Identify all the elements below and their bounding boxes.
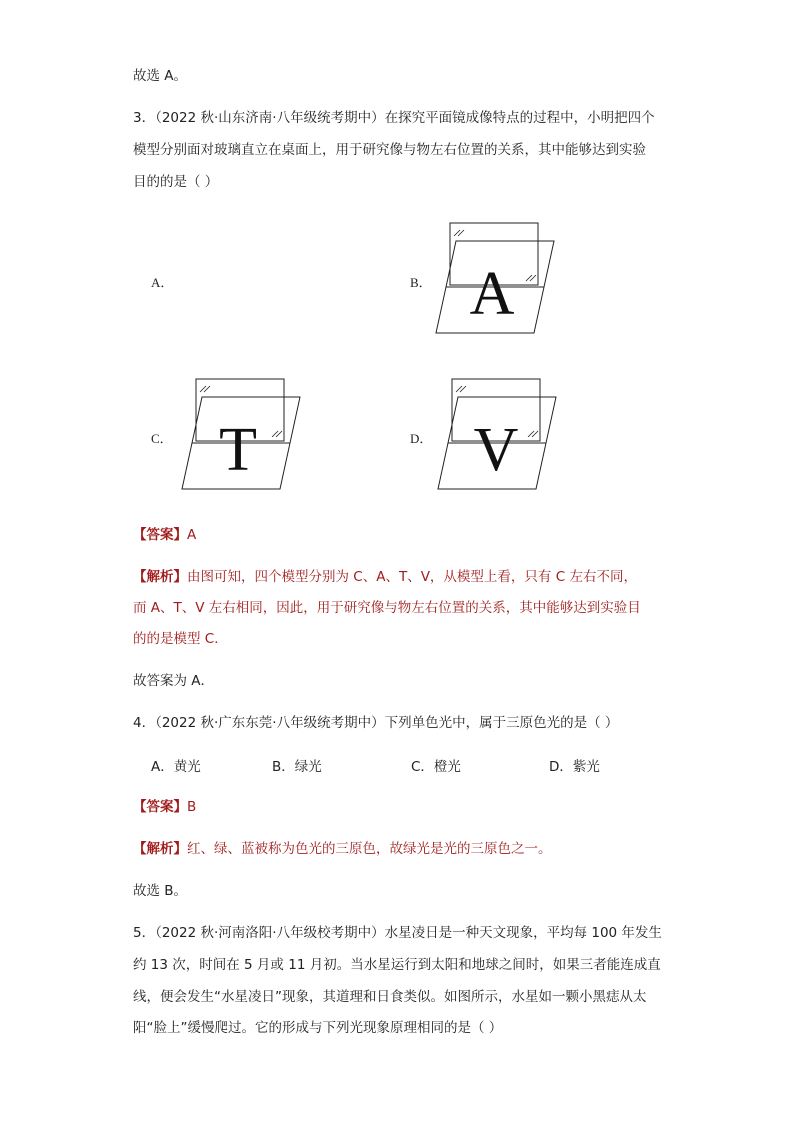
q5-stem-line-4: 阳“脸上”缓慢爬过。它的形成与下列光现象原理相同的是（ ）: [133, 1020, 503, 1036]
answer-tag: 【答案】: [133, 527, 187, 543]
q5-stem-line-3: 线，便会发生“水星凌日”现象，其道理和日食类似。如图所示，水星如一颗小黑痣从太: [133, 989, 647, 1005]
q3-option-b-label: B．: [410, 275, 432, 290]
q5-stem-line-2: 约 13 次，时间在 5 月或 11 月初。当水星运行到太阳和地球之间时，如果三者能连成直: [133, 957, 661, 973]
q4-analysis: [133, 839, 552, 859]
analysis-text: 由图可知，四个模型分别为 C、A、T、V，从模型上看，只有 C 左右不同，: [187, 569, 637, 585]
q3-answer: [133, 525, 196, 545]
q4-answer: [133, 797, 196, 817]
q4-stem: 4．（2022 秋·广东东莞·八年级统考期中）下列单色光中，属于三原色光的是（ ）: [133, 715, 619, 731]
q2-conclusion: 故选 A。: [133, 68, 188, 84]
q3-option-a-label: A．: [151, 275, 174, 290]
q3-option-c-label: C．: [151, 431, 173, 446]
q3-option-d-label: D．: [410, 431, 433, 446]
q4-option-c: C．橙光: [411, 759, 461, 775]
q3-conclusion: 故答案为 A．: [133, 673, 215, 689]
analysis-tag: 【解析】: [133, 841, 187, 857]
answer-value: B: [187, 799, 197, 815]
q3-option-c-figure: [176, 376, 306, 496]
q3-stem-line-3: 目的的是（ ）: [133, 174, 219, 190]
q4-conclusion: 故选 B。: [133, 883, 188, 899]
analysis-tag: 【解析】: [133, 569, 187, 585]
q3-stem-line-2: 模型分别面对玻璃直立在桌面上，用于研究像与物左右位置的关系，其中能够达到实验: [133, 142, 646, 158]
analysis-text: 红、绿、蓝被称为色光的三原色，故绿光是光的三原色之一。: [187, 841, 552, 857]
q4-option-a: A．黄光: [151, 759, 201, 775]
answer-value: A: [187, 527, 197, 543]
q3-option-d-figure: [432, 376, 562, 496]
q3-option-b-figure: [430, 220, 560, 340]
model-letter-v: V: [473, 416, 519, 484]
answer-tag: 【答案】: [133, 799, 187, 815]
model-letter-a: A: [469, 260, 515, 328]
q3-analysis-line-3: 的的是模型 C．: [133, 631, 228, 647]
q3-stem-line-1: 3．（2022 秋·山东济南·八年级统考期中）在探究平面镜成像特点的过程中，小明把四个: [133, 110, 655, 126]
model-letter-t: T: [219, 416, 257, 484]
q3-analysis-line-1: [133, 567, 637, 587]
q4-option-b: B．绿光: [272, 759, 322, 775]
q3-analysis-line-2: 而 A、T、V 左右相同，因此，用于研究像与物左右位置的关系，其中能够达到实验目: [133, 600, 641, 616]
q4-option-d: D．紫光: [549, 759, 600, 775]
q5-stem-line-1: 5．（2022 秋·河南洛阳·八年级校考期中）水星凌日是一种天文现象，平均每 100 年发生: [133, 925, 662, 941]
